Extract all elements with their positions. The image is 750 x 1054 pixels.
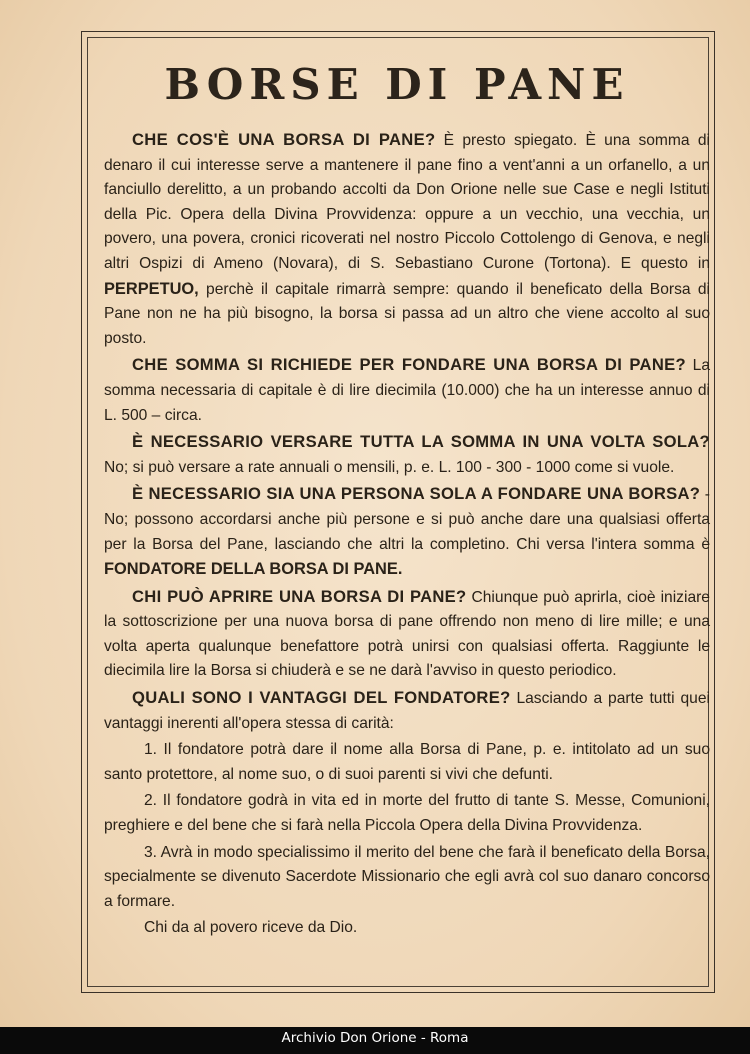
question-heading: È NECESSARIO VERSARE TUTTA LA SOMMA IN UNA VOLTA SOLA? (132, 432, 710, 452)
paragraph-who-can-open (104, 585, 710, 684)
question-heading: È NECESSARIO SIA UNA PERSONA SOLA A FONDARE UNA BORSA? (132, 484, 701, 504)
paragraph-text: È presto spiegato. È una somma di denaro il cui interesse serve a mantenere il pane fino a vent'anni a un orfanello, a un fanciullo derelitto, a un probando accolti da Don Orione nelle sue Case e negli Istituti della Pic. Opera della Divina Provvidenza: oppure a un vecchio, una vecchia, un povero, una povera, cronici ricoverati nel nostro Piccolo Cottolengo di Genova, e negli altri Ospizi di Ameno (Novara), di S. Sebastiano Curone (Tortona). E questo in (104, 132, 710, 272)
question-heading: CHI PUÒ APRIRE UNA BORSA DI PANE? (132, 586, 467, 606)
archive-footer: Archivio Don Orione - Roma (0, 1027, 750, 1054)
question-heading: CHE COS'È UNA BORSA DI PANE? (132, 130, 436, 149)
article-body (104, 128, 710, 943)
list-item: 2. Il fondatore godrà in vita ed in morte del frutto di tante S. Messe, Comunioni, preghiere e del bene che si farà nella Piccola Opera della Divina Provvidenza. (104, 792, 710, 835)
paragraph-text: Lasciando a parte tutti quei vantaggi inerenti all'opera stessa di carità: (104, 690, 710, 732)
paragraph-what-is (104, 128, 710, 351)
paragraph-advantages (104, 686, 710, 736)
closing-line: Chi da al povero riceve da Dio. (144, 919, 358, 937)
list-item: 1. Il fondatore potrà dare il nome alla Borsa di Pane, p. e. intitolato ad un suo santo protettore, al nome suo, o di suoi parenti si vivi che defunti. (104, 741, 710, 783)
question-heading: QUALI SONO I VANTAGGI DEL FONDATORE? (132, 688, 511, 708)
paragraph-installments (104, 430, 710, 480)
list-item: 3. Avrà in modo specialissimo il merito del bene che farà il beneficato della Borsa, specialmente se divenuto Sacerdote Missionario che egli avrà col suo danaro concorso a formare. (104, 843, 710, 910)
paragraph-text: perchè il capitale rimarrà sempre: quando il beneficato della Borsa di Pane non ne ha più bisogno, la borsa si passa ad un altro che viene accolto al suo posto. (104, 280, 710, 347)
paragraph-text: - No; possono accordarsi anche più persone e si può anche dare una qualsiasi offerta per la Borsa del Pane, lasciando che altri la completino. Chi versa l'intera somma è (104, 486, 710, 553)
page-title: BORSE DI PANE (164, 60, 630, 109)
paragraph-text: No; si può versare a rate annuali o mensili, p. e. L. 100 - 300 - 1000 come si vuole. (104, 458, 675, 476)
emphasis-text: FONDATORE DELLA BORSA DI PANE. (104, 560, 403, 579)
paragraph-text: La somma necessaria di capitale è di lire diecimila (10.000) che ha un interesse annuo di L. 500 – circa. (104, 357, 710, 424)
paragraph-single-person (104, 482, 710, 582)
emphasis-text: PERPETUO, (104, 279, 199, 298)
paragraph-text: Chiunque può aprirla, cioè iniziare la sottoscrizione per una nuova borsa di pane offrendo non meno di lire mille; e una volta aperta qualunque benefattore potrà unirsi con qualsiasi offerta. Raggiunte le diecimila lire la Borsa si chiuderà e se ne darà l'avviso in questo periodico. (104, 588, 710, 680)
question-heading: CHE SOMMA SI RICHIEDE PER FONDARE UNA BORSA DI PANE? (132, 355, 686, 375)
paragraph-amount (104, 353, 710, 428)
